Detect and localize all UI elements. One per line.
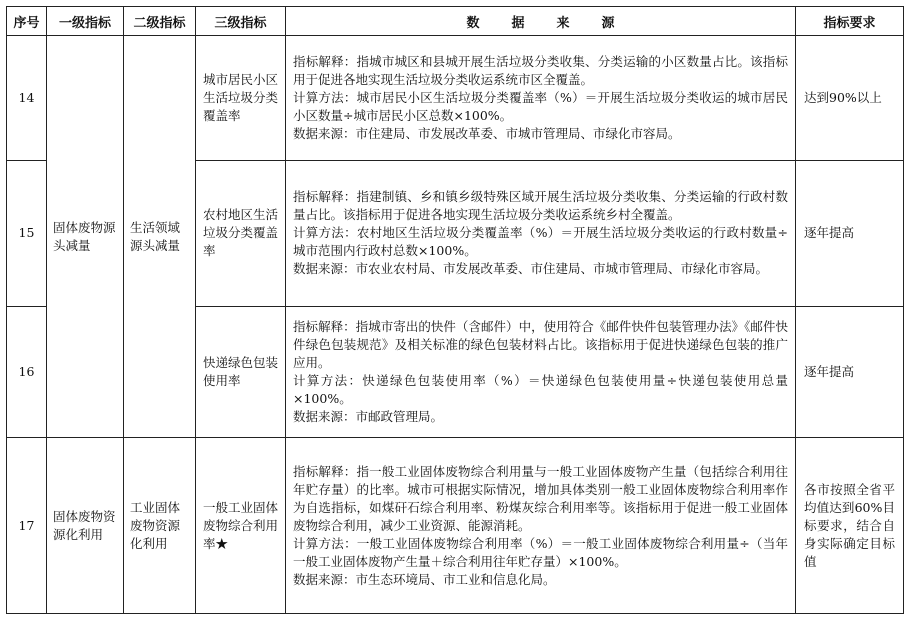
indicator-table xyxy=(6,6,904,614)
header-source-char: 据 xyxy=(511,15,525,31)
level1-indicator: 固体废物资源化利用 xyxy=(47,438,124,614)
header-level3: 三级指标 xyxy=(196,7,286,36)
header-no: 序号 xyxy=(7,7,47,36)
data-source-text: 数据来源：市住建局、市发展改革委、市城市管理局、市绿化市容局。 xyxy=(293,125,681,141)
level3-indicator: 农村地区生活垃圾分类覆盖率 xyxy=(196,160,286,306)
header-source-char: 源 xyxy=(601,15,615,31)
indicator-table-frame xyxy=(6,6,903,614)
calculation-method: 计算方法：农村地区生活垃圾分类覆盖率（%）＝开展生活垃圾分类收运的行政村数量÷城市范围内行政村总数×100%。 xyxy=(293,225,788,259)
header-source-char: 数 xyxy=(466,15,480,31)
calculation-method: 计算方法：城市居民小区生活垃圾分类覆盖率（%）＝开展生活垃圾分类收运的城市居民小区数量÷城市居民小区总数×100%。 xyxy=(293,89,788,123)
calculation-method: 计算方法：一般工业固体废物综合利用率（%）＝一般工业固体废物综合利用量÷（当年一般工业固体废物产生量＋综合利用往年贮存量）×100%。 xyxy=(293,535,788,569)
header-source-char: 来 xyxy=(556,15,570,31)
indicator-requirement: 各市按照全省平均值达到60%目标要求，结合自身实际确定目标值 xyxy=(796,438,904,614)
level3-indicator: 快递绿色包装使用率 xyxy=(196,306,286,437)
level1-indicator: 固体废物源头减量 xyxy=(47,36,124,438)
data-source-text: 数据来源：市邮政管理局。 xyxy=(293,409,444,425)
header-level1: 一级指标 xyxy=(47,7,124,36)
table-row xyxy=(7,438,904,614)
header-source xyxy=(286,7,796,36)
indicator-explanation: 指标解释：指一般工业固体废物综合利用量与一般工业固体废物产生量（包括综合利用往年贮存量）的比率。城市可根据实际情况，增加具体类别一般工业固体废物综合利用率作为自选指标，如煤矸石综合利用率、粉煤灰综合利用率等。该指标用于促进一般工业固体废物综合利用，减少工业资源、能源消耗。 xyxy=(293,463,788,533)
row-number: 14 xyxy=(7,36,47,160)
row-number: 15 xyxy=(7,160,47,306)
header-requirement: 指标要求 xyxy=(796,7,904,36)
indicator-requirement: 逐年提高 xyxy=(796,160,904,306)
indicator-explanation: 指标解释：指城市寄出的快件（含邮件）中，使用符合《邮件快件包装管理办法》《邮件快件绿色包装规范》及相关标准的绿色包装材料占比。该指标用于促进快递绿色包装的推广应用。 xyxy=(293,319,788,371)
calculation-method: 计算方法：快递绿色包装使用率（%）＝快递绿色包装使用量÷快递包装使用总量×100%。 xyxy=(293,373,788,407)
data-source-text: 数据来源：市生态环境局、市工业和信息化局。 xyxy=(293,571,556,587)
level3-indicator: 城市居民小区生活垃圾分类覆盖率 xyxy=(196,36,286,160)
data-source-text: 数据来源：市农业农村局、市发展改革委、市住建局、市城市管理局、市绿化市容局。 xyxy=(293,261,769,277)
level2-indicator: 工业固体废物资源化利用 xyxy=(124,438,196,614)
row-number: 16 xyxy=(7,306,47,437)
header-row xyxy=(7,7,904,36)
indicator-explanation: 指标解释：指建制镇、乡和镇乡级特殊区域开展生活垃圾分类收集、分类运输的行政村数量占比。该指标用于促进各地实现生活垃圾分类收运系统乡村全覆盖。 xyxy=(293,189,788,223)
indicator-requirement: 逐年提高 xyxy=(796,306,904,437)
level2-indicator: 生活领域源头减量 xyxy=(124,36,196,438)
level3-indicator: 一般工业固体废物综合利用率★ xyxy=(196,438,286,614)
data-source-cell xyxy=(286,438,796,614)
indicator-explanation: 指标解释：指城市城区和县城开展生活垃圾分类收集、分类运输的小区数量占比。该指标用于促进各地实现生活垃圾分类收运系统市区全覆盖。 xyxy=(293,53,788,87)
data-source-cell xyxy=(286,160,796,306)
table-row xyxy=(7,36,904,160)
data-source-cell xyxy=(286,36,796,160)
header-level2: 二级指标 xyxy=(124,7,196,36)
row-number: 17 xyxy=(7,438,47,614)
data-source-cell xyxy=(286,306,796,437)
indicator-requirement: 达到90%以上 xyxy=(796,36,904,160)
